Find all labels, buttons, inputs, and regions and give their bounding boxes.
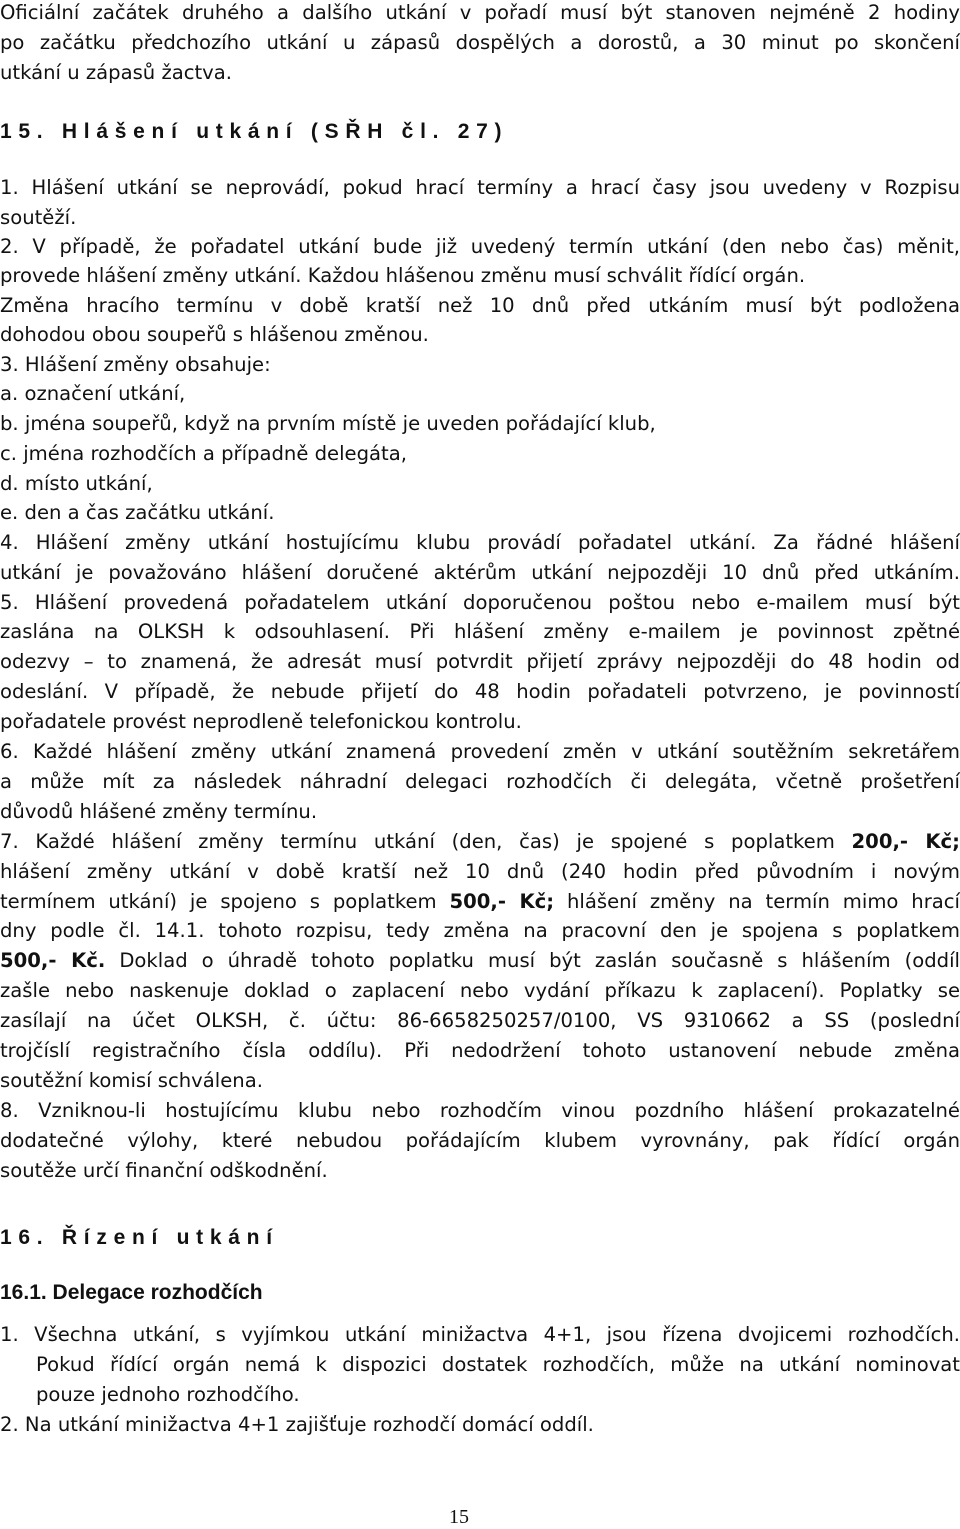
section-16-heading: 16. Řízení utkání: [0, 1226, 279, 1249]
s15-line-12: e. den a čas začátku utkání.: [0, 501, 275, 524]
p7-text: termínem utkání) je spojeno s poplatkem: [0, 890, 450, 913]
s15-line-21: a může mít za následek náhradní delegaci rozhodčích či delegáta, včetně prošetření: [0, 770, 960, 793]
p7-line-6: zašle nebo naskenuje doklad o zaplacení nebo vydání příkazu k zaplacení). Poplatky se: [0, 979, 960, 1002]
s16-item-1-cont: Pokud řídící orgán nemá k dispozici dostatek rozhodčích, může na utkání nominovat: [36, 1353, 960, 1376]
s15-line-4: provede hlášení změny utkání. Každou hlášenou změnu musí schválit řídící orgán.: [0, 264, 806, 287]
s15-line-7: 3. Hlášení změny obsahuje:: [0, 353, 271, 376]
section-15-heading: 15. Hlášení utkání (SŘH čl. 27): [0, 120, 509, 143]
s15-line-17: odezvy – to znamená, že adresát musí potvrdit přijetí zprávy nejpozději do 48 hodin od: [0, 650, 960, 673]
s15-line-3: 2. V případě, že pořadatel utkání bude již uvedený termín utkání (den nebo čas) měnit,: [0, 235, 960, 258]
s15-line-16: zaslána na OLKSH k odsouhlasení. Při hlášení změny e-mailem je povinnost zpětné: [0, 620, 960, 643]
p7-line-5: [0, 948, 960, 974]
s15-line-18: odeslání. V případě, že nebude přijetí do 48 hodin pořadateli potvrzeno, je povinností: [0, 680, 960, 703]
p7-line-3: [0, 889, 960, 915]
fee-500: 500,- Kč;: [449, 890, 555, 913]
s15-line-9: b. jména soupeřů, když na prvním místě je uveden pořádající klub,: [0, 412, 656, 435]
s15-line-2: soutěží.: [0, 206, 77, 229]
p7-line-7: zasílají na účet OLKSH, č. účtu: 86-6658250257/0100, VS 9310662 a SS (poslední: [0, 1009, 960, 1032]
p7-line-2: hlášení změny utkání v době kratší než 10 dnů (240 hodin před původním i novým: [0, 860, 960, 883]
p7-text: 7. Každé hlášení změny termínu utkání (den, čas) je spojené s poplatkem: [0, 830, 852, 853]
s15-line-6: dohodou obou soupeřů s hlášenou změnou.: [0, 323, 429, 346]
s16-item-1: 1. Všechna utkání, s vyjímkou utkání minižactva 4+1, jsou řízena dvojicemi rozhodčích.: [0, 1323, 960, 1346]
p7-line-9: soutěžní komisí schválena.: [0, 1069, 263, 1092]
s15-line-22: důvodů hlášené změny termínu.: [0, 800, 318, 823]
s15-line-20: 6. Každé hlášení změny utkání znamená provedení změn v utkání soutěžním sekretářem: [0, 740, 960, 763]
s15-line-1: 1. Hlášení utkání se neprovádí, pokud hrací termíny a hrací časy jsou uvedeny v Rozpisu: [0, 176, 960, 199]
s15-line-11: d. místo utkání,: [0, 472, 153, 495]
s15-line-15: 5. Hlášení provedená pořadatelem utkání doporučenou poštou nebo e-mailem musí být: [0, 591, 960, 614]
intro-line-1: Oficiální začátek druhého a dalšího utkání v pořadí musí být stanoven nejméně 2 hodiny: [0, 1, 960, 24]
p7-text: hlášení změny na termín mimo hrací: [554, 890, 960, 913]
p8-line-2: dodatečné výlohy, které nebudou pořádajícím klubem vyrovnány, pak řídící orgán: [0, 1129, 960, 1152]
s15-line-5: Změna hracího termínu v době kratší než 10 dnů před utkáním musí být podložena: [0, 294, 960, 317]
p7-line-1: [0, 829, 960, 855]
s15-line-10: c. jména rozhodčích a případně delegáta,: [0, 442, 407, 465]
s15-line-19: pořadatele provést neprodleně telefonickou kontrolu.: [0, 710, 522, 733]
p7-line-4: dny podle čl. 14.1. tohoto rozpisu, tedy změna na pracovní den je spojena s poplatkem: [0, 919, 960, 942]
p7-line-8: trojčíslí registračního čísla oddílu). Při nedodržení tohoto ustanovení nebude změna: [0, 1039, 960, 1062]
fee-500: 500,- Kč.: [0, 949, 106, 972]
subsection-16-1-heading: 16.1. Delegace rozhodčích: [0, 1281, 263, 1304]
s15-line-8: a. označení utkání,: [0, 382, 186, 405]
page-number: 15: [449, 1506, 469, 1528]
intro-line-2: po začátku předchozího utkání u zápasů dospělých a dorostů, a 30 minut po skončení: [0, 31, 960, 54]
intro-line-3: utkání u zápasů žactva.: [0, 61, 233, 84]
s15-line-14: utkání je považováno hlášení doručené aktérům utkání nejpozději 10 dnů před utkáním.: [0, 561, 960, 584]
p8-line-3: soutěže určí finanční odškodnění.: [0, 1159, 328, 1182]
s15-line-13: 4. Hlášení změny utkání hostujícímu klubu provádí pořadatel utkání. Za řádné hlášení: [0, 531, 960, 554]
p7-text: Doklad o úhradě tohoto poplatku musí být zaslán současně s hlášením (oddíl: [105, 949, 960, 972]
p8-line-1: 8. Vzniknou-li hostujícímu klubu nebo rozhodčím vinou pozdního hlášení prokazatelné: [0, 1099, 960, 1122]
fee-200: 200,- Kč;: [851, 830, 960, 853]
s16-item-2: 2. Na utkání minižactva 4+1 zajišťuje rozhodčí domácí oddíl.: [0, 1413, 594, 1436]
s16-item-1-cont: pouze jednoho rozhodčího.: [36, 1383, 300, 1406]
